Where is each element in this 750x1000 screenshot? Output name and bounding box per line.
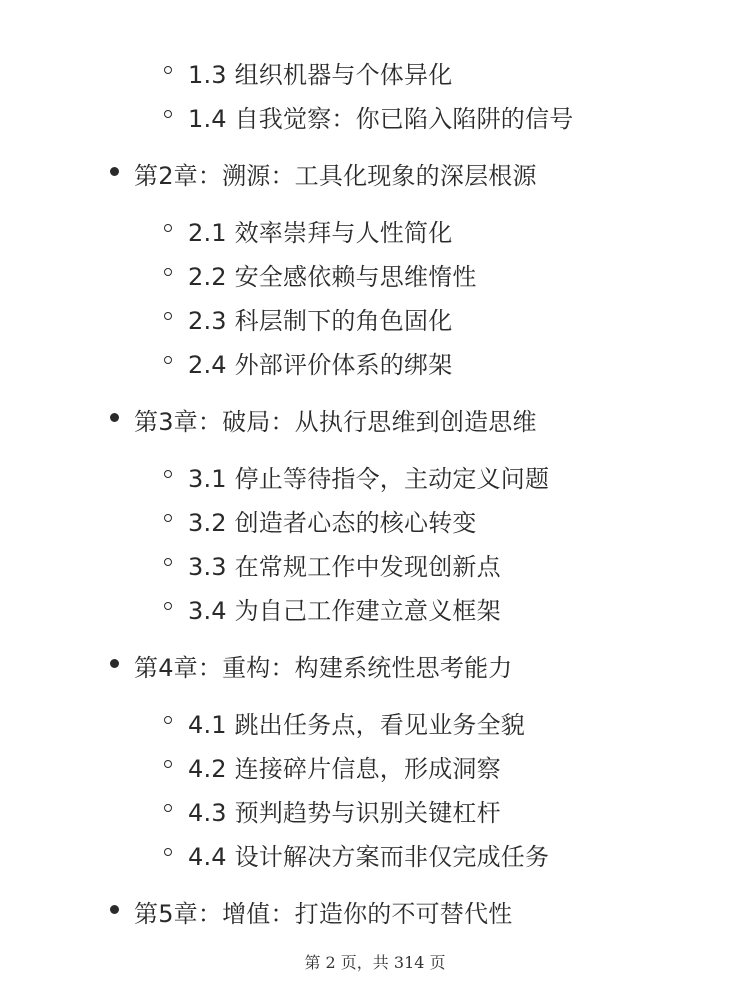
circle-bullet-icon (164, 110, 172, 118)
circle-bullet-icon (164, 66, 172, 74)
toc-subsection-label: 4.2 连接碎片信息，形成洞察 (188, 755, 501, 783)
toc-subsection-label: 4.3 预判趋势与识别关键杠杆 (188, 799, 501, 827)
disc-bullet-icon (110, 659, 119, 668)
toc-subsection-label: 3.1 停止等待指令，主动定义问题 (188, 465, 550, 493)
circle-bullet-icon (164, 848, 172, 856)
toc-subsection-label: 3.3 在常规工作中发现创新点 (188, 553, 501, 581)
disc-bullet-icon (110, 905, 119, 914)
toc-chapter-label: 第5章：增值：打造你的不可替代性 (134, 900, 513, 928)
toc-chapter-label: 第2章：溯源：工具化现象的深层根源 (134, 162, 537, 190)
toc-subsection-label: 3.2 创造者心态的核心转变 (188, 509, 477, 537)
toc-subsection-label: 2.4 外部评价体系的绑架 (188, 351, 453, 379)
circle-bullet-icon (164, 470, 172, 478)
circle-bullet-icon (164, 356, 172, 364)
disc-bullet-icon (110, 413, 119, 422)
disc-bullet-icon (110, 167, 119, 176)
toc-subsection-label: 2.1 效率崇拜与人性简化 (188, 219, 453, 247)
toc-subsection-label: 1.3 组织机器与个体异化 (188, 61, 453, 89)
toc-subsection-label: 3.4 为自己工作建立意义框架 (188, 597, 501, 625)
circle-bullet-icon (164, 602, 172, 610)
circle-bullet-icon (164, 312, 172, 320)
toc-subsection-label: 1.4 自我觉察：你已陷入陷阱的信号 (188, 105, 574, 133)
toc-subsection-label: 2.3 科层制下的角色固化 (188, 307, 453, 335)
toc-subsection-label: 4.4 设计解决方案而非仅完成任务 (188, 843, 550, 871)
toc-subsection-label: 4.1 跳出任务点，看见业务全貌 (188, 711, 525, 739)
circle-bullet-icon (164, 514, 172, 522)
circle-bullet-icon (164, 716, 172, 724)
toc-chapter-label: 第4章：重构：构建系统性思考能力 (134, 654, 513, 682)
circle-bullet-icon (164, 224, 172, 232)
toc-chapter-label: 第3章：破局：从执行思维到创造思维 (134, 408, 537, 436)
circle-bullet-icon (164, 268, 172, 276)
page-number-footer: 第 2 页，共 314 页 (304, 953, 446, 972)
circle-bullet-icon (164, 804, 172, 812)
circle-bullet-icon (164, 760, 172, 768)
toc-subsection-label: 2.2 安全感依赖与思维惰性 (188, 263, 477, 291)
circle-bullet-icon (164, 558, 172, 566)
